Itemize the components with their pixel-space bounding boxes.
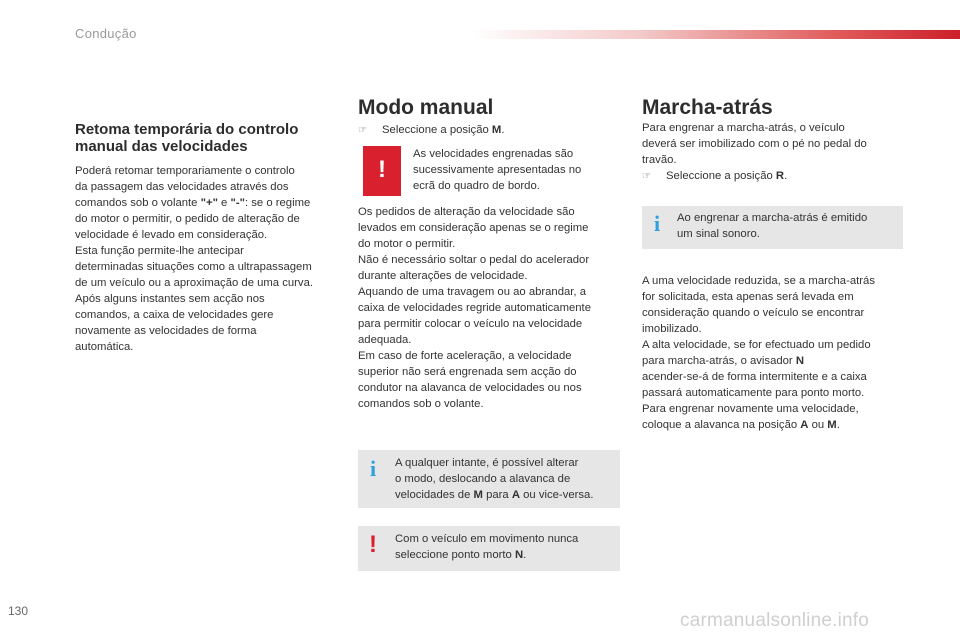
title-line: manual das velocidades xyxy=(75,138,248,155)
manual-mode-text: Os pedidos de alteração da velocidade são levados em consideração apenas se o regime do motor o permitir. Não é necessário soltar o pedal do acelerador durante alterações de velocidade. Aquando de uma travagem ou ao abrandar, a caixa de velocidades regride automaticamente para permitir colocar o veículo na velocidade adequada. Em caso de forte aceleração, a velocidade superior não será engrenada sem acção do condutor na alavanca de velocidades ou nos comandos sob o volante. xyxy=(358,206,591,410)
exclamation-icon: ! xyxy=(369,531,377,558)
info-text: A qualquer intante, é possível alterar o modo, deslocando a alavanca de velocidades de M para A ou vice-versa. xyxy=(395,457,594,501)
gear-display-note: As velocidades engrenadas são sucessivamente apresentadas no ecrã do quadro de bordo. xyxy=(413,148,582,192)
hand-pointer-icon: ☞ xyxy=(358,125,367,136)
warning-text: Com o veículo em movimento nunca seleccione ponto morto N. xyxy=(395,533,579,561)
header-accent-bar xyxy=(470,30,960,39)
info-box-reverse-signal xyxy=(642,206,903,249)
section-title-manual-override xyxy=(75,121,337,155)
info-text: Ao engrenar a marcha-atrás é emitido um sinal sonoro. xyxy=(677,212,868,240)
title-line: Retoma temporária do controlo xyxy=(75,121,299,138)
section-title-manual-mode: Modo manual xyxy=(358,96,494,119)
left-column xyxy=(75,121,337,355)
page-number: 130 xyxy=(8,604,29,618)
info-icon: i xyxy=(654,211,661,236)
select-m-instruction: ☞ Seleccione a posição M. xyxy=(358,122,620,139)
exclamation-icon: ! xyxy=(378,156,386,183)
hand-pointer-icon: ☞ xyxy=(642,171,651,182)
reverse-intro-text: Para engrenar a marcha-atrás, o veículo deverá ser imobilizado com o pé no pedal do travão. ☞ Seleccione a posição R. xyxy=(642,120,904,185)
section-title-reverse: Marcha-atrás xyxy=(642,96,773,119)
watermark: carmanualsonline.info xyxy=(680,610,870,631)
page-header-title: Condução xyxy=(75,26,137,41)
manual-override-text: Poderá retomar temporariamente o controlo da passagem das velocidades através dos comandos sob o volante "+" e "-": se o regime do motor o permitir, o pedido de alteração de velocidade é levado em consideração. Esta função permite-lhe antecipar determinadas situações como a ultrapassagem de um veículo ou a aproximação de uma curva. Após alguns instantes sem acção nos comandos, a caixa de velocidades gere novamente as velocidades de forma automática. xyxy=(75,165,313,353)
info-icon: i xyxy=(370,456,377,481)
reverse-main-text: A uma velocidade reduzida, se a marcha-atrás for solicitada, esta apenas será levada em consideração quando o veículo se encontrar imobilizado. A alta velocidade, se for efectuado um pedido para marcha-atrás, o avisador N acender-se-á de forma intermitente e a caixa passará automaticamente para ponto morto. Para engrenar novamente uma velocidade, coloque a alavanca na posição A ou M. xyxy=(642,275,875,431)
warning-icon-box xyxy=(363,146,401,196)
warning-box-neutral xyxy=(358,526,620,571)
info-box-mode-change xyxy=(358,450,620,508)
